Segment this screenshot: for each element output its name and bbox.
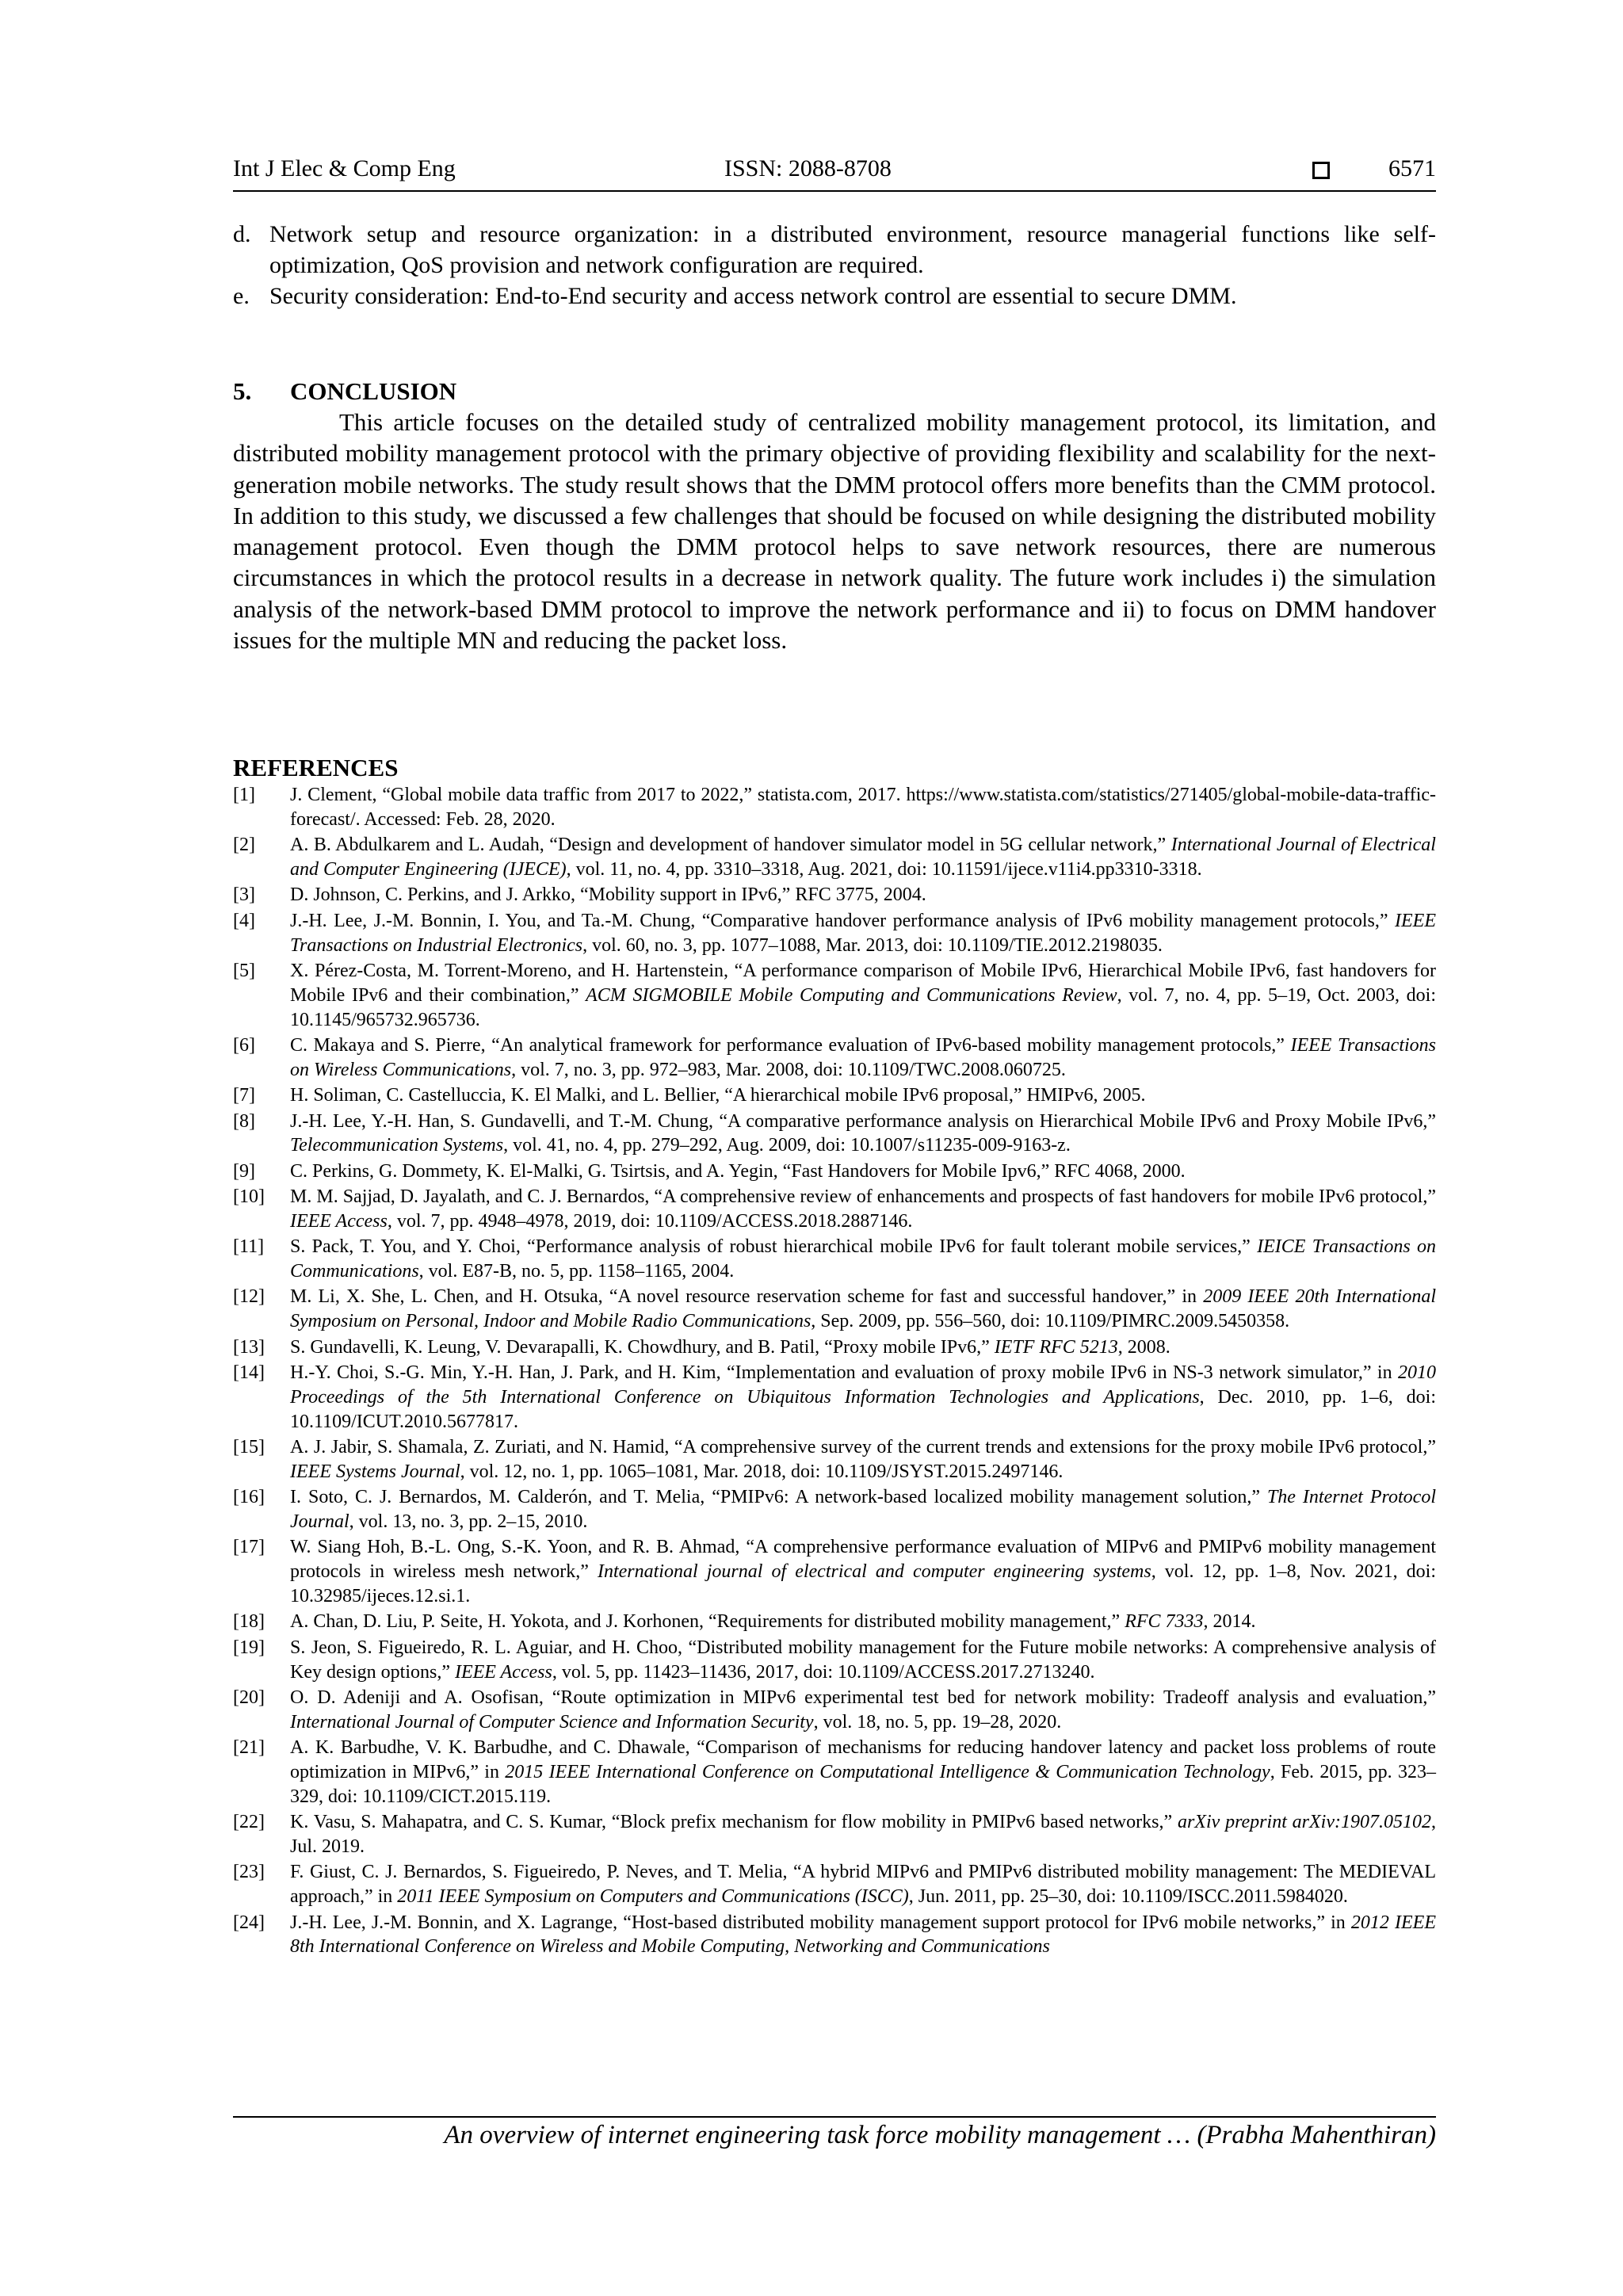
reference-number: [9] (233, 1160, 255, 1182)
reference-item (233, 959, 1436, 1032)
reference-item (233, 1159, 1436, 1184)
reference-text (290, 1236, 1436, 1282)
reference-segment: M. M. Sajjad, D. Jayalath, and C. J. Bernardos, “A comprehensive review of enhancements and prospects of fast handovers for mobile IPv6 protocol,” (290, 1186, 1436, 1208)
reference-venue: 2012 IEEE 8th International Conference on Wireless and Mobile Computing, Networking and Communications (290, 1912, 1436, 1958)
reference-text (290, 1111, 1436, 1156)
list-item (233, 219, 1436, 281)
reference-text (290, 1611, 1256, 1632)
reference-venue: The Internet Protocol Journal (290, 1487, 1436, 1533)
reference-number: [20] (233, 1687, 265, 1708)
reference-segment: , 2014. (1203, 1611, 1256, 1633)
reference-item (233, 1361, 1436, 1434)
reference-venue: International Journal of Electrical and Computer Engineering (IJECE) (290, 835, 1436, 880)
issn: ISSN: 2088-8708 (724, 155, 892, 181)
reference-segment: , vol. 7, no. 4, pp. 5–19, Oct. 2003, doi: 10.1145/965732.965736. (290, 984, 1436, 1030)
reference-item (233, 833, 1436, 882)
reference-item (233, 1235, 1436, 1284)
reference-number: [15] (233, 1437, 265, 1458)
reference-number: [17] (233, 1537, 265, 1558)
reference-number: [21] (233, 1737, 265, 1759)
reference-text (290, 1487, 1436, 1532)
reference-text (290, 1186, 1436, 1232)
reference-venue: RFC 7333 (1125, 1611, 1204, 1633)
reference-item (233, 783, 1436, 832)
reference-segment: , vol. 41, no. 4, pp. 279–292, Aug. 2009, doi: 10.1007/s11235-009-9163-z. (503, 1135, 1071, 1156)
reference-number: [3] (233, 884, 255, 906)
reference-number: [23] (233, 1862, 265, 1883)
reference-segment: J.-H. Lee, J.-M. Bonnin, I. You, and Ta.-M. Chung, “Comparative handover performance analysis of IPv6 mobility management protocols,” (290, 910, 1396, 931)
reference-segment: H.-Y. Choi, S.-G. Min, Y.-H. Han, J. Park, and H. Kim, “Implementation and evaluation of proxy mobile IPv6 in NS-3 network simulator,” in (290, 1362, 1398, 1384)
reference-venue: Telecommunication Systems (290, 1135, 504, 1156)
reference-number: [22] (233, 1812, 265, 1833)
reference-segment: , vol. 12, pp. 1–8, Nov. 2021, doi: 10.32985/ijeces.12.si.1. (290, 1561, 1437, 1606)
reference-number: [1] (233, 785, 255, 805)
reference-item (233, 1636, 1436, 1685)
reference-text (290, 785, 1436, 830)
reference-number: [7] (233, 1085, 255, 1106)
reference-item (233, 1911, 1436, 1960)
reference-segment: C. Perkins, G. Dommety, K. El-Malki, G. Tsirtsis, and A. Yegin, “Fast Handovers for Mobile Ipv6,” RFC 4068, 2000. (290, 1160, 1186, 1182)
reference-venue: IEEE Access (454, 1661, 552, 1683)
reference-segment: X. Pérez-Costa, M. Torrent-Moreno, and H. Hartenstein, “A performance comparison of Mobile IPv6, Hierarchical Mobile IPv6, fast handovers for Mobile IPv6 and their combination,” (290, 960, 1436, 1006)
section-title: CONCLUSION (290, 377, 457, 405)
reference-item (233, 1185, 1436, 1234)
section-heading (233, 377, 456, 406)
reference-segment: K. Vasu, S. Mahapatra, and C. S. Kumar, “Block prefix mechanism for flow mobility in PMIPv6 based networks,” (290, 1812, 1178, 1833)
reference-segment: , vol. 7, no. 3, pp. 972–983, Mar. 2008, doi: 10.1109/TWC.2008.060725. (511, 1059, 1066, 1080)
reference-item (233, 1736, 1436, 1809)
reference-segment: S. Pack, T. You, and Y. Choi, “Performance analysis of robust hierarchical mobile IPv6 for fault tolerant mobile services,” (290, 1236, 1258, 1258)
reference-segment: , Dec. 2010, pp. 1–6, doi: 10.1109/ICUT.2010.5677817. (290, 1386, 1436, 1432)
reference-item (233, 1810, 1436, 1859)
reference-segment: J.-H. Lee, Y.-H. Han, S. Gundavelli, and T.-M. Chung, “A comparative performance analysis on Hierarchical Mobile IPv6 and Proxy Mobile IPv6,” (290, 1110, 1436, 1132)
reference-segment: , Jul. 2019. (290, 1812, 1436, 1857)
list-item (233, 281, 1436, 311)
reference-segment: O. D. Adeniji and A. Osofisan, “Route optimization in MIPv6 experimental test bed for network mobility: Tradeoff analysis and evaluation,” (290, 1687, 1436, 1708)
reference-text (290, 1812, 1436, 1857)
footer-rule (233, 2116, 1436, 2118)
reference-segment: , vol. 7, pp. 4948–4978, 2019, doi: 10.1109/ACCESS.2018.2887146. (387, 1210, 913, 1232)
reference-number: [4] (233, 910, 255, 931)
reference-segment: C. Makaya and S. Pierre, “An analytical framework for performance evaluation of IPv6-based mobility management protocols,” (290, 1034, 1291, 1056)
reference-venue: 2009 IEEE 20th International Symposium on Personal, Indoor and Mobile Radio Communications (290, 1286, 1437, 1332)
reference-item (233, 909, 1436, 958)
reference-segment: , vol. E87-B, no. 5, pp. 1158–1165, 2004. (418, 1261, 735, 1282)
reference-text (290, 1737, 1436, 1807)
reference-item (233, 1860, 1436, 1909)
journal-name: Int J Elec & Comp Eng (233, 155, 456, 181)
reference-segment: A. Chan, D. Liu, P. Seite, H. Yokota, and J. Korhonen, “Requirements for distributed mobility management,” (290, 1611, 1125, 1633)
reference-number: [11] (233, 1236, 265, 1258)
reference-item (233, 1485, 1436, 1534)
reference-venue: IETF RFC 5213 (994, 1336, 1118, 1358)
reference-venue: 2010 Proceedings of the 5th International Conference on Ubiquitous Information Technologies and Applications (290, 1362, 1436, 1408)
reference-segment: F. Giust, C. J. Bernardos, S. Figueiredo, P. Neves, and T. Melia, “A hybrid MIPv6 and PMIPv6 distributed mobility management: The MEDIEVAL approach,” in (290, 1862, 1436, 1908)
reference-venue: ACM SIGMOBILE Mobile Computing and Communications Review (586, 984, 1117, 1006)
reference-text (290, 1912, 1436, 1958)
reference-segment: A. J. Jabir, S. Shamala, Z. Zuriati, and N. Hamid, “A comprehensive survey of the current trends and extensions for the proxy mobile IPv6 protocol,” (290, 1437, 1436, 1458)
reference-venue: IEEE Transactions on Wireless Communications (290, 1034, 1437, 1080)
reference-number: [14] (233, 1362, 265, 1384)
header-rule (233, 190, 1436, 192)
reference-item (233, 883, 1436, 907)
reference-venue: International Journal of Computer Science and Information Security (290, 1711, 814, 1733)
reference-number: [13] (233, 1336, 265, 1358)
references-heading: REFERENCES (233, 754, 399, 781)
reference-item (233, 1610, 1436, 1634)
reference-number: [10] (233, 1186, 265, 1208)
reference-item (233, 1686, 1436, 1735)
reference-venue: IEICE Transactions on Communications (290, 1236, 1437, 1282)
reference-number: [19] (233, 1637, 265, 1658)
conclusion-paragraph: This article focuses on the detailed study of centralized mobility management protocol, its limitation, and distributed mobility management protocol with the primary objective of providing flexibility and scalability for the next-generation mobile networks. The study result shows that the DMM protocol offers more benefits than the CMM protocol. In addition to this study, we discussed a few challenges that should be focused on while designing the distributed mobility management protocol. Even though the DMM protocol helps to save network resources, there are numerous circumstances in which the protocol results in a decrease in network quality. The future work includes i) the simulation analysis of the network-based DMM protocol to improve the network performance and ii) to focus on DMM handover issues for the multiple MN and reducing the packet loss. (233, 408, 1436, 655)
reference-number: [8] (233, 1110, 255, 1132)
reference-text (290, 1637, 1436, 1683)
reference-venue: arXiv preprint arXiv:1907.05102 (1177, 1812, 1431, 1833)
reference-venue: IEEE Transactions on Industrial Electronics (290, 910, 1436, 956)
reference-segment: I. Soto, C. J. Bernardos, M. Calderón, and T. Melia, “PMIPv6: A network-based localized mobility management solution,” (290, 1487, 1267, 1508)
reference-item (233, 1285, 1436, 1334)
reference-segment: , vol. 60, no. 3, pp. 1077–1088, Mar. 2013, doi: 10.1109/TIE.2012.2198035. (582, 934, 1163, 956)
reference-segment: , 2008. (1117, 1336, 1170, 1358)
reference-text (290, 1687, 1436, 1733)
reference-item (233, 1335, 1436, 1360)
reference-item (233, 1110, 1436, 1159)
reference-segment: , Feb. 2015, pp. 323–329, doi: 10.1109/CICT.2015.119. (290, 1761, 1437, 1807)
list-item-text: Security consideration: End-to-End security and access network control are essential to secure DMM. (269, 283, 1237, 309)
reference-number: [5] (233, 960, 255, 981)
reference-text (290, 911, 1436, 956)
reference-text (290, 1035, 1436, 1080)
reference-segment: , vol. 11, no. 4, pp. 3310–3318, Aug. 2021, doi: 10.11591/ijece.v11i4.pp3310-3318. (566, 858, 1202, 880)
reference-segment: , vol. 12, no. 1, pp. 1065–1081, Mar. 2018, doi: 10.1109/JSYST.2015.2497146. (460, 1461, 1064, 1482)
reference-segment: , vol. 13, no. 3, pp. 2–15, 2010. (349, 1511, 588, 1533)
reference-venue: 2011 IEEE Symposium on Computers and Communications (ISCC) (397, 1886, 909, 1908)
list-item-text: Network setup and resource organization: in a distributed environment, resource managerial functions like self-optimization, QoS provision and network configuration are required. (269, 221, 1436, 278)
reference-text (290, 1286, 1436, 1331)
reference-number: [6] (233, 1034, 255, 1056)
reference-list (233, 783, 1436, 1961)
reference-segment: W. Siang Hoh, B.-L. Ong, S.-K. Yoon, and R. B. Ahmad, “A comprehensive performance evaluation of MIPv6 and PMIPv6 mobility management protocols in wireless mesh network,” (290, 1537, 1436, 1583)
reference-number: [2] (233, 835, 255, 856)
reference-text (290, 1437, 1436, 1482)
running-header (233, 155, 1436, 193)
list-marker: d. (233, 221, 251, 247)
reference-item (233, 1535, 1436, 1608)
reference-text (290, 1085, 1146, 1106)
reference-segment: M. Li, X. She, L. Chen, and H. Otsuka, “A novel resource reservation scheme for fast and successful handover,” in (290, 1286, 1204, 1308)
reference-segment: , vol. 18, no. 5, pp. 19–28, 2020. (813, 1711, 1062, 1733)
reference-text (290, 1337, 1170, 1358)
reference-item (233, 1435, 1436, 1484)
reference-segment: S. Jeon, S. Figueiredo, R. L. Aguiar, and H. Choo, “Distributed mobility management for the Future mobile networks: A comprehensive analysis of Key design options,” (290, 1637, 1436, 1683)
running-footer: An overview of internet engineering task force mobility management … (Prabha Mahenthiran) (444, 2121, 1436, 2149)
reference-segment: , vol. 5, pp. 11423–11436, 2017, doi: 10.1109/ACCESS.2017.2713240. (552, 1661, 1095, 1683)
reference-segment: , Jun. 2011, pp. 25–30, doi: 10.1109/ISCC.2011.5984020. (908, 1886, 1348, 1908)
reference-text (290, 835, 1436, 880)
reference-text (290, 1161, 1186, 1182)
section-number: 5. (233, 377, 252, 405)
reference-text (290, 961, 1436, 1030)
reference-venue: 2015 IEEE International Conference on Computational Intelligence & Communication Technology (505, 1761, 1270, 1782)
reference-segment: , Sep. 2009, pp. 556–560, doi: 10.1109/PIMRC.2009.5450358. (811, 1311, 1290, 1332)
list-marker: e. (233, 283, 250, 309)
reference-item (233, 1083, 1436, 1108)
reference-text (290, 1362, 1436, 1432)
reference-segment: J. Clement, “Global mobile data traffic from 2017 to 2022,” statista.com, 2017. https://www.statista.com/statistics/271405/global-mobile-data-traffic-forecast/. Accessed: Feb. 28, 2020. (290, 785, 1436, 830)
reference-segment: H. Soliman, C. Castelluccia, K. El Malki, and L. Bellier, “A hierarchical mobile IPv6 proposal,” HMIPv6, 2005. (290, 1085, 1146, 1106)
challenge-list (233, 219, 1436, 311)
reference-venue: IEEE Access (290, 1210, 388, 1232)
reference-text (290, 1537, 1436, 1606)
reference-segment: S. Gundavelli, K. Leung, V. Devarapalli, K. Chowdhury, and B. Patil, “Proxy mobile IPv6,” (290, 1336, 995, 1358)
reference-segment: A. K. Barbudhe, V. K. Barbudhe, and C. Dhawale, “Comparison of mechanisms for reducing handover latency and packet loss problems of route optimization in MIPv6,” in (290, 1737, 1436, 1782)
reference-text (290, 884, 926, 905)
page-number: 6571 (1388, 155, 1436, 181)
reference-venue: International journal of electrical and computer engineering systems (597, 1561, 1151, 1583)
reference-item (233, 1033, 1436, 1083)
reference-number: [18] (233, 1611, 265, 1633)
reference-segment: A. B. Abdulkarem and L. Audah, “Design and development of handover simulator model in 5G cellular network,” (290, 835, 1171, 856)
reference-segment: J.-H. Lee, J.-M. Bonnin, and X. Lagrange, “Host-based distributed mobility management support protocol for IPv6 mobile networks,” in (290, 1912, 1351, 1933)
reference-number: [16] (233, 1487, 265, 1508)
reference-segment: D. Johnson, C. Perkins, and J. Arkko, “Mobility support in IPv6,” RFC 3775, 2004. (290, 884, 926, 906)
reference-number: [24] (233, 1912, 265, 1933)
reference-number: [12] (233, 1286, 265, 1308)
reference-venue: IEEE Systems Journal (290, 1461, 460, 1482)
reference-text (290, 1862, 1436, 1907)
square-bullet-icon (1312, 162, 1330, 179)
